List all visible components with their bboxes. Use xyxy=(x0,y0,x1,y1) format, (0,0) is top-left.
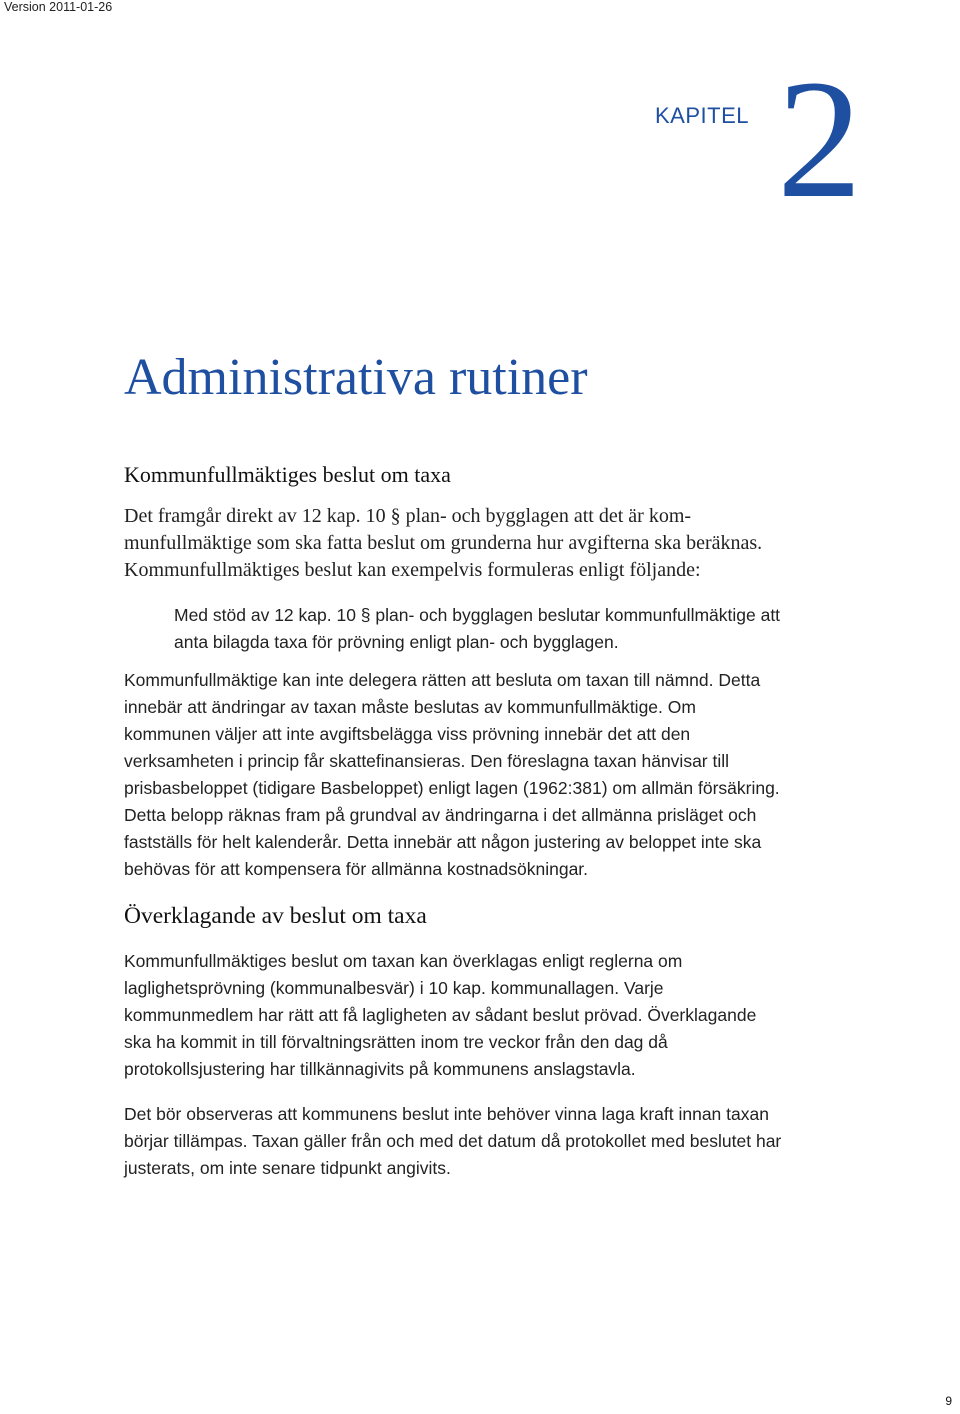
paragraph-taxa-intro: Det framgår direkt av 12 kap. 10 § plan- och bygglagen att det är kommunfullmäktige som ska fatta beslut om grunderna hur avgifterna ska beräknas. Kommunfullmäktiges beslut kan exempelvis formuleras enligt följande: xyxy=(124,505,763,581)
page-number: 9 xyxy=(945,1394,952,1408)
paragraph-delegation: Kommunfullmäktige kan inte delegera rätten att besluta om taxan till nämnd. Detta innebär att ändringar av taxan måste beslutas av kommunfullmäktige. Om kommunen väljer att inte avgiftsbelägga viss prövning innebär det att den verksamheten i princip får skattefinansieras. Den föreslagna taxan hänvisar till prisbasbeloppet (tidigare Basbeloppet) enligt lagen (1962:381) om allmän försäkring. Detta belopp räknas fram på grundval av ändringarna i det allmänna prisläget och fastställs för helt kalenderår. Detta innebär att någon justering av beloppet inte ska behövas för att kompensera för allmänna kostnadsökningar. xyxy=(124,670,780,879)
main-content xyxy=(124,460,784,1199)
paragraph-appeal: Kommunfullmäktiges beslut om taxan kan överklagas enligt reglerna om laglighetsprövning (kommunalbesvär) i 10 kap. kommunallagen. Varje kommunmedlem har rätt att få lagligheten av sådant beslut prövad. Överklagande ska ha kommit in till förvaltningsrätten inom tre veckor från den dag då protokollsjustering har tillkännagivits på kommunens anslagstavla. xyxy=(124,951,757,1079)
quoted-decision-formulation: Med stöd av 12 kap. 10 § plan- och bygglagen beslutar kommunfullmäktige att anta bilagda taxa för prövning enligt plan- och bygglagen. xyxy=(174,605,781,652)
paragraph-effective-date: Det bör observeras att kommunens beslut inte behöver vinna laga kraft innan taxan börjar tillämpas. Taxan gäller från och med det datum då protokollet med beslutet har justerats, om inte senare tidpunkt angivits. xyxy=(124,1103,782,1178)
chapter-title: Administrativa rutiner xyxy=(124,349,588,406)
section-heading-appeal: Överklagande av beslut om taxa xyxy=(124,902,427,929)
section-heading-taxa-decision: Kommunfullmäktiges beslut om taxa xyxy=(124,462,451,487)
chapter-label: KAPITEL xyxy=(655,103,749,128)
version-label: Version 2011-01-26 xyxy=(4,0,113,14)
chapter-number: 2 xyxy=(777,45,862,233)
